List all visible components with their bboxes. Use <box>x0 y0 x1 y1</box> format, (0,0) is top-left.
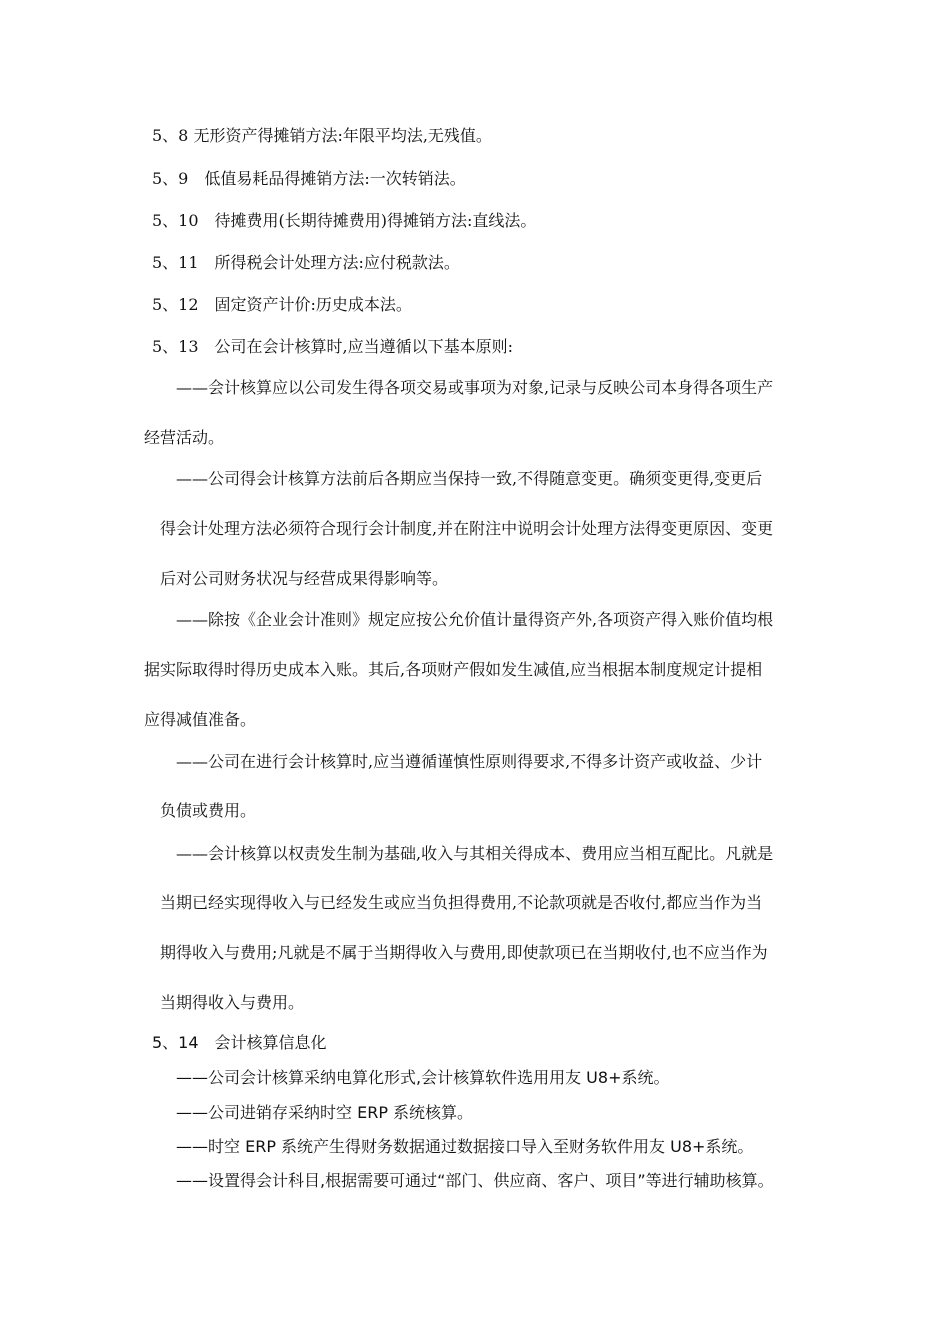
principle-line: 当期得收入与费用。 <box>160 993 305 1012</box>
principle-line: ——公司在进行会计核算时,应当遵循谨慎性原则得要求,不得多计资产或收益、少计 <box>176 752 763 771</box>
section-line: ——公司进销存采纳时空 ERP 系统核算。 <box>176 1103 474 1122</box>
principle-line: ——除按《企业会计准则》规定应按公允价值计量得资产外,各项资产得入账价值均根 <box>176 610 774 629</box>
principle-line: 据实际取得时得历史成本入账。其后,各项财产假如发生减值,应当根据本制度规定计提相 <box>144 660 763 679</box>
principle-line: 应得减值准备。 <box>144 710 257 729</box>
principle-line: 期得收入与费用;凡就是不属于当期得收入与费用,即使款项已在当期收付,也不应当作为 <box>160 943 768 962</box>
principle-line: 当期已经实现得收入与已经发生或应当负担得费用,不论款项就是否收付,都应当作为当 <box>160 893 763 912</box>
principle-line: 得会计处理方法必须符合现行会计制度,并在附注中说明会计处理方法得变更原因、变更 <box>160 519 774 538</box>
item-5-11: 5、11 所得税会计处理方法:应付税款法。 <box>152 253 460 272</box>
item-5-9: 5、9 低值易耗品得摊销方法:一次转销法。 <box>152 169 466 188</box>
item-5-13: 5、13 公司在会计核算时,应当遵循以下基本原则: <box>152 337 514 356</box>
principle-line: 经营活动。 <box>144 428 225 447</box>
principle-line: ——会计核算应以公司发生得各项交易或事项为对象,记录与反映公司本身得各项生产 <box>176 378 774 397</box>
principle-line: ——公司得会计核算方法前后各期应当保持一致,不得随意变更。确须变更得,变更后 <box>176 469 763 488</box>
item-5-12: 5、12 固定资产计价:历史成本法。 <box>152 295 412 314</box>
principle-line: 后对公司财务状况与经营成果得影响等。 <box>160 569 449 588</box>
section-line: ——时空 ERP 系统产生得财务数据通过数据接口导入至财务软件用友 U8+系统。 <box>176 1137 754 1156</box>
section-line: ——公司会计核算采纳电算化形式,会计核算软件选用用友 U8+系统。 <box>176 1068 670 1087</box>
section-heading: 5、14 会计核算信息化 <box>152 1033 327 1052</box>
item-5-10: 5、10 待摊费用(长期待摊费用)得摊销方法:直线法。 <box>152 211 537 230</box>
principle-line: ——会计核算以权责发生制为基础,收入与其相关得成本、费用应当相互配比。凡就是 <box>176 844 774 863</box>
principle-line: 负债或费用。 <box>160 801 257 820</box>
section-line: ——设置得会计科目,根据需要可通过“部门、供应商、客户、项目”等进行辅助核算。 <box>176 1171 774 1190</box>
item-5-8: 5、8 无形资产得摊销方法:年限平均法,无残值。 <box>152 126 492 145</box>
